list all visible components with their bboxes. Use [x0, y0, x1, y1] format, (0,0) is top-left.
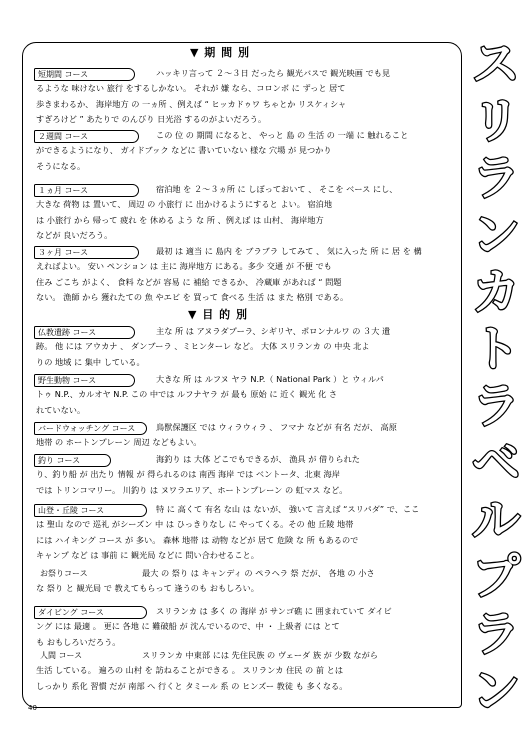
purpose-line: り、釣り船 が 出たり 情報 が 得られるのは 南西 海岸 では ベントータ、北東 海岸 — [36, 469, 340, 480]
purpose-line: な 祭り と 観光局 で 教えてもらって 逢うのも おもしろい。 — [36, 583, 259, 594]
title-character: ラ — [471, 606, 520, 662]
period-line: 住み ごこち がよく、 食料 などが 容易 に 補給 できるか、 冷蔵庫 があれば “ 問題 — [36, 276, 342, 287]
purpose-label-2: バードウォッチング コース — [34, 422, 147, 435]
period-line: 大きな 荷物 は 置いて、 周辺 の 小旅行 に 出かけるようにすると よい。 宿泊地 — [36, 199, 333, 210]
title-character: カ — [471, 264, 520, 320]
purpose-line: スリランカ は 多く の 海岸 が サンゴ礁 に 囲まれていて ダイビ — [156, 606, 392, 616]
purpose-line: 鳥獣保護区 では ウィラウィラ 、 フマナ などが 有名 だが、 高原 — [156, 422, 397, 432]
title-character: ス — [471, 36, 520, 92]
purpose-line: 特 に 高くて 有名 な山 は ないが、 強いて 言えば “スリパダ” で、ここ — [156, 504, 420, 514]
vertical-title — [466, 36, 526, 720]
purpose-line: 跡。 他 には アウカナ 、 ダンブーラ 、ミヒンターレ など。 大体 スリランカ の 中央 北よ — [36, 341, 370, 352]
period-line: この 位 の 期間 になると、 やっと 島 の 生活 の 一端 に 触れること — [156, 130, 409, 140]
title-character: ン — [471, 207, 520, 263]
purpose-line: しっかり 系化 習慣 だが 南部 へ 行くと タミール 系 の ヒンズー 教徒 も 多くなる。 — [36, 680, 348, 691]
title-character: ル — [471, 492, 520, 548]
period-line: えればよい。 安い ペンション は 主に 海岸地方 にある。多少 交通 が 不便 でも — [36, 261, 332, 272]
period-line: ができるようになり、 ガイドブック などに 書いていない 様な 穴場 が 見つかり — [36, 145, 332, 156]
purpose-line: は 聖山 なので 巡礼 がシーズン 中 は ひっきりなし に やってくる。その 他 丘陵 地帯 — [36, 519, 354, 530]
section-heading-period: ▼ 期 間 別 — [190, 46, 250, 59]
purpose-text-1 — [36, 372, 460, 418]
purpose-line: も おもしろいだろう。 — [36, 636, 121, 647]
period-label-3: ３ヶ月 コース — [34, 246, 139, 259]
purpose-line: トゥ N.P.、カルオヤ N.P. この 中では ルフナヤラ が 最も 原始 に 近く 観光 化 さ — [36, 389, 338, 400]
purpose-label-0: 仏教遺跡 コース — [34, 326, 135, 339]
period-line: 最初 は 適当 に 島内 を ブラブラ してみて 、 気に入った 所 に 居 を 構 — [156, 246, 422, 256]
period-label-0: 短期間 コース — [34, 68, 135, 81]
purpose-label-4: 山登・丘陵 コース — [34, 504, 147, 517]
title-character: ラ — [471, 150, 520, 206]
period-line: すぎろけど ” あたりで のんびり 日光浴 するのがよいだろう。 — [36, 114, 267, 125]
purpose-line: れていない。 — [36, 404, 86, 415]
title-character: ラ — [471, 378, 520, 434]
purpose-line: ング には 最適 。 更に 各地 に 難破船 が 沈んでいるので、中 ・ 上級者 には とて — [36, 621, 340, 632]
purpose-line: 海釣り は 大体 どこでもできるが、 漁具 が 借りられた — [156, 454, 360, 464]
purpose-text-5 — [36, 566, 460, 597]
purpose-line: 主な 所 は アヌラダプーラ、シギリヤ、ポロンナルワ の ３大 遺 — [156, 326, 391, 336]
period-text-0 — [36, 66, 460, 128]
period-line: ハッキリ言って ２～３日 だったら 観光バスで 観光映画 でも見 — [156, 68, 391, 78]
title-character: ベ — [471, 435, 520, 491]
purpose-line: スリランカ 中東部 には 先住民族 の ヴェーダ 族 が 少数 ながら — [142, 650, 378, 660]
period-label-2: １ヵ月 コース — [34, 184, 139, 197]
purpose-line: では トリンコマリー。 川釣り は ヌワラエリア、ホートンプレーン の 虹マス など。 — [36, 484, 348, 495]
purpose-line: には ハイキング コース が 多い。 森林 地帯 は 动物 などが 居て 危険 な 所 もあるので — [36, 534, 359, 545]
purpose-text-7 — [36, 648, 460, 694]
title-character: プ — [471, 549, 520, 605]
title-character: ト — [471, 321, 520, 377]
purpose-text-4 — [36, 502, 460, 564]
purpose-text-0 — [36, 324, 460, 370]
purpose-label-3: 釣り コース — [34, 454, 111, 467]
period-line: 歩きまわるか、 海岸地方 の 一ヵ所 、例えば “ ヒッカドゥワ ちゃとか リスケィシャ — [36, 98, 347, 109]
period-text-3 — [36, 244, 460, 306]
period-line: 宿泊地 を ２～３ヵ所 に しぼっておいて 、 そこを ベース にし、 — [156, 184, 398, 194]
purpose-label-5: お祭りコース — [40, 569, 88, 578]
period-line: そうになる。 — [36, 160, 86, 171]
purpose-text-2 — [36, 420, 460, 451]
purpose-line: 最大 の 祭り は キャンディ の ペラヘラ 祭 だが、 各地 の 小さ — [142, 568, 375, 578]
purpose-label-7: 人間 コース — [40, 651, 83, 660]
purpose-label-1: 野生動物 コース — [34, 374, 135, 387]
purpose-text-6 — [36, 604, 460, 650]
purpose-line: キャンプ など は 事前 に 観光局 などに 問い合わせること。 — [36, 550, 259, 561]
purpose-line: 大きな 所 は ルフヌ ヤラ N.P.（ National Park ）と ウィルパ — [156, 374, 384, 384]
purpose-line: 生活 している。 遍ろの 山村 を 訪ねることができる 。 スリランカ 住民 の 前 とは — [36, 665, 344, 676]
period-line: などが 良いだろう。 — [36, 230, 113, 241]
title-character: ン — [471, 663, 520, 719]
period-line: るような 味けない 旅行 をするしかない。 それが 嫌 なら、コロンボ に ずっと 居て — [36, 83, 346, 94]
period-text-1 — [36, 128, 460, 174]
section-heading-purpose: ▼ 目 的 別 — [188, 308, 248, 321]
purpose-line: 地帯 の ホートンプレーン 周辺 などもよい。 — [36, 437, 202, 448]
period-line: ない。 漁師 から 獲れたての 魚 やエビ を 買って 食べる 生活 は また 格別 である。 — [36, 292, 349, 303]
purpose-line: りの 地域 に 集中 している。 — [36, 356, 145, 367]
title-character: リ — [471, 93, 520, 149]
purpose-text-3 — [36, 452, 460, 498]
page-number: 40 — [28, 704, 37, 712]
purpose-label-6: ダイビング コース — [34, 606, 147, 619]
period-text-2 — [36, 182, 460, 244]
period-line: は 小旅行 から 帰って 疲れ を 休める よう な 所 、例えば は 山村、 海岸地方 — [36, 214, 324, 225]
period-label-1: ２週間 コース — [34, 130, 139, 143]
